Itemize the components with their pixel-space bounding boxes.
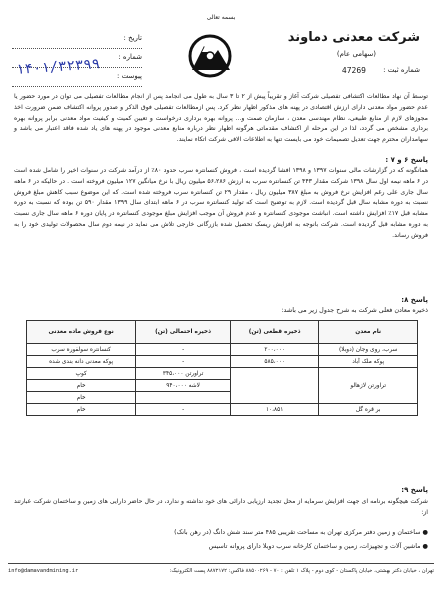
registration-number: 47269 xyxy=(341,66,366,75)
registration-label: شماره ثبت : xyxy=(383,66,420,74)
table-cell: کوپ xyxy=(27,368,136,380)
basmala: بسمه تعالی xyxy=(206,14,236,21)
handwritten-letter-number: ۱۴۰۱/۳۲۳۹۹ xyxy=(15,56,101,78)
table-cell: سرب، روی وجان (دوبلا) xyxy=(319,344,418,356)
table-row xyxy=(27,356,418,368)
paragraph-assets: شرکت هیچگونه برنامه ای جهت افزایش سرمایه از محل تجدید ارزیابی دارائی های خود نداشته و ندارد، در حال حاضر دارایی های زمین و ساختمان شرکت عبارتند از: xyxy=(14,498,428,516)
table-cell: خام xyxy=(27,392,136,404)
company-name: شرکت معدنی دماوند xyxy=(287,30,420,45)
table-cell: پوکه ملک آباد xyxy=(319,356,418,368)
bullet-text: ماشین آلات و تجهیزات، زمین و ساختمان کارخانه سرب دوبلا دارای پروانه تاسیس xyxy=(208,543,421,550)
number-label: شماره : xyxy=(118,53,142,61)
table-cell: خام xyxy=(27,380,136,392)
table-header-row xyxy=(27,321,418,344)
date-row xyxy=(12,32,142,49)
table-cell-mine-travertine: تراورتن لازهالو xyxy=(319,368,418,404)
company-logo-icon xyxy=(184,30,236,78)
reserves-table xyxy=(26,320,418,416)
footer-address: تهران ، خیابان دکتر بهشتی، خیابان پاکستان - کوی دوم - پلاک ۱ تلفن : ۷۰ - ۸۸۵۰۰۲۶۹ فاکس: ۸۸۷۲۱۷۲ پست الکترونیک: xyxy=(169,568,434,574)
attachment-label: پیوست : xyxy=(117,72,142,80)
paragraph-exploration: توسط آن نهاد مطالعات اکتشافی تفصیلی شرکت آغاز و تقریباً پیش از ۲ تا ۳ سال به طول می انجامد پس از انجام مطالعات تفصیلی می توان در مورد حضور یا عدم حضور مواد معدنی دارای ارزش اقتصادی در پهنه های مذکور اظهار نظر کرد. پس ازمطالعات تفصیلی فوق الذکر و صدور پروانه اکتشاف ضمن ضرورت اخذ مجوزهای لازم از منابع طبیعی، نظام مهندسی معدن ، سازمان صمت و... پروانه بهره برداری درخواست و تعیین کمیت و کیفیت مواد معدنی برابر پروانه بهره برداری مشخص می گردد، لذا در این مرحله از اکتشاف مقدماتی هرگونه اظهار نظر درباره منابع معدنی موجود در پهنه های یاد شده فاقد اعتبار می باشد و سهامداران محترم جهت تعدیل تصمیمات خود می بایست تنها به اطلاعات الافی شرکت اتکاء نمایند. xyxy=(14,93,428,144)
table-cell xyxy=(230,368,318,404)
col-header-probable: ذخیره احتمالی (تن) xyxy=(136,321,231,344)
table-cell: ۵۸۵،۰۰۰ xyxy=(230,356,318,368)
attachment-row xyxy=(12,70,142,87)
list-item: ● ساختمان و زمین دفتر مرکزی تهران به مساحت تقریبی ۴۸۵ متر سند شش دانگ (در رهن بانک) xyxy=(174,529,428,536)
table-cell xyxy=(136,392,231,404)
bullet-text: ساختمان و زمین دفتر مرکزی تهران به مساحت تقریبی ۴۸۵ متر سند شش دانگ (در رهن بانک) xyxy=(174,529,421,536)
table-cell: کنسانتره سولفوره سرب xyxy=(27,344,136,356)
paragraph-sales: همانگونه که در گزارشات مالی سنوات ۱۳۹۷ و ۱۳۹۸ افشا گردیده است ، فروش کنسانتره سرب حدود ۸۰٪ از درآمد شرکت در سنوات اخیر را شامل شده است در ۶ ماهه نیمه اول سال ۱۳۹۸ شرکت مقدار ۴۴۳ تن کنسانتره سرب به ارزش ۵۶،۲۸۶ میلیون ریال با نرخ میانگین ۱۲۷ میلیون فروخته است . در حالیکه در ۶ ماهه سال جاری علی رغم افزایش نرخ فروش به مبلغ ۳۸۷ میلیون ریال ، مقدار ۲۹ تن کنسانتره سرب فروخته شده است. که این موضوع سبب کاهش مبلغ فروش نسبت به دوره مشابه سال قبل گردیده است. لازم به توضیح است که تولید کنسانتره سرب در ۶ ماهه ابتدای سال ۱۳۹۹ مقدار ۵۹۰ تن بوده که نسبت به دوره مشابه قبل ۱۷٪ افزایش داشته است. انباشت موجودی کنسانتره و عدم فروش آن موجب افزایش مبلغ موجودی کنسانتره در پایان دوره ۶ ماهه سال جاری نسبت به دوره مشابه قبل گردیده است. شرکت بانوجه به افزایش ریسک تحصیل شده بازرگانی خارجی تلاش می نماید در نیمه دوم سال محصولات تولیدی خود را به فروش رساند. xyxy=(14,167,429,239)
col-header-mine: نام معدن xyxy=(319,321,418,344)
col-header-proven: ذخیره قطعی (تن) xyxy=(230,321,318,344)
table-row xyxy=(27,404,418,416)
table-row xyxy=(27,368,418,380)
table-cell: ۲۰۰،۰۰۰ xyxy=(230,344,318,356)
footer-email: info@damavandmining.ir xyxy=(8,568,79,574)
date-label: تاریخ : xyxy=(123,34,142,42)
heading-answer-8: پاسخ ۸: xyxy=(401,296,428,304)
table-cell: بر قره گل xyxy=(319,404,418,416)
table-cell: - xyxy=(136,356,231,368)
list-item: ● ماشین آلات و تجهیزات، زمین و ساختمان کارخانه سرب دوبلا دارای پروانه تاسیس xyxy=(208,543,428,550)
heading-answer-9: پاسخ ۹: xyxy=(401,486,428,494)
table-row xyxy=(27,344,418,356)
table-cell: - xyxy=(136,404,231,416)
table-cell: پوکه معدنی دانه بندی شده xyxy=(27,356,136,368)
table-cell: ۱۰،۸۵۱ xyxy=(230,404,318,416)
table-cell: - xyxy=(136,344,231,356)
table-caption: ذخیره معادن فعلی شرکت به شرح جدول زیر می باشد: xyxy=(281,306,428,314)
table-cell: لاشه ۹۴۰،۰۰۰ xyxy=(136,380,231,392)
table-cell: تراورتن ۳۴۵،۰۰۰ xyxy=(136,368,231,380)
table-cell: خام xyxy=(27,404,136,416)
letter-meta-block xyxy=(12,32,142,89)
col-header-product: نوع فروش ماده معدنی xyxy=(27,321,136,344)
company-type: (سهامی عام) xyxy=(336,50,376,58)
letterhead xyxy=(8,6,434,92)
footer-divider xyxy=(8,563,434,564)
heading-answer-6-7: پاسخ ۶ و ۷ : xyxy=(385,156,428,164)
